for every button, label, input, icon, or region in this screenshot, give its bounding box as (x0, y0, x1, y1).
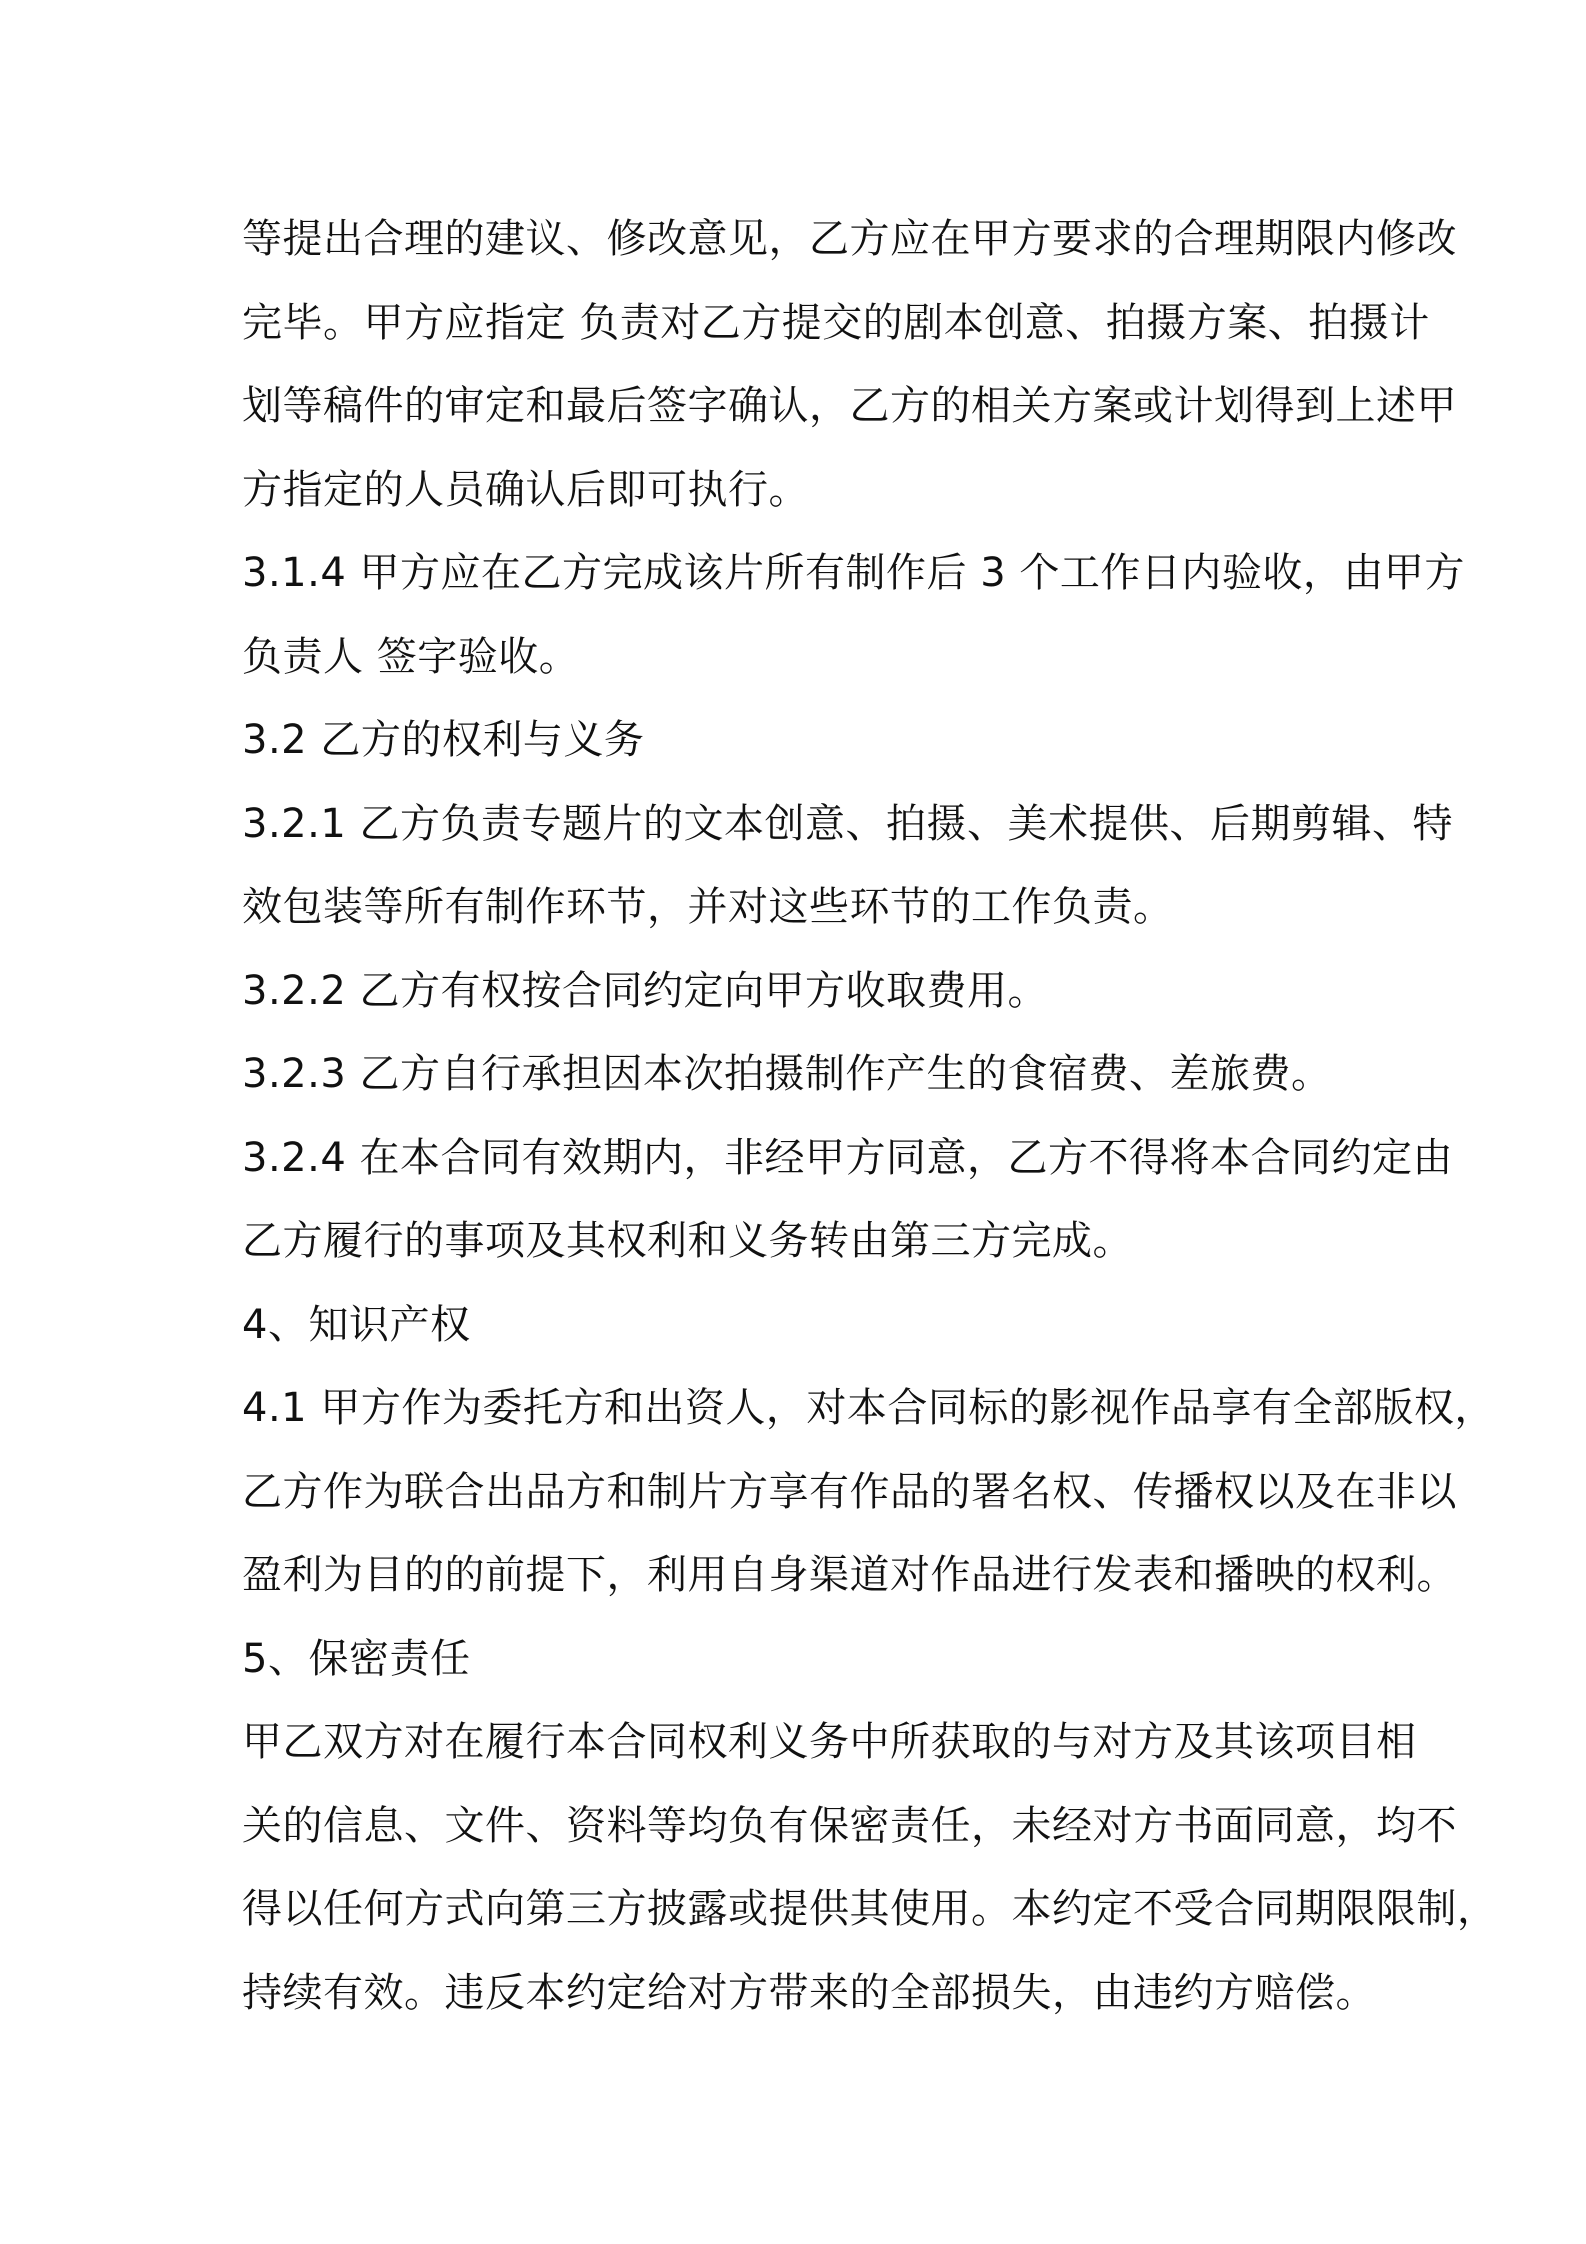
text-line: 等提出合理的建议、修改意见，乙方应在甲方要求的合理期限内修改 (242, 216, 1457, 262)
text-line: 方指定的人员确认后即可执行。 (242, 466, 809, 513)
contract-text (242, 198, 1498, 2035)
text-line: 乙方履行的事项及其权利和义务转由第三方完成。 (242, 1218, 1133, 1264)
section-heading-3-2: 3.2 乙方的权利与义务 (242, 717, 645, 763)
section-heading-5: 5、保密责任 (242, 1635, 471, 1682)
text-line: 效包装等所有制作环节，并对这些环节的工作负责。 (242, 884, 1174, 930)
text-line: 甲乙双方对在履行本合同权利义务中所获取的与对方及其该项目相 (242, 1719, 1417, 1765)
section-heading-4: 4、知识产权 (242, 1301, 471, 1348)
clause-3-2-3: 3.2.3 乙方自行承担因本次拍摄制作产生的食宿费、差旅费。 (242, 1051, 1332, 1097)
text-line: 完毕。甲方应指定 负责对乙方提交的剧本创意、拍摄方案、拍摄计 (242, 299, 1430, 346)
text-line: 负责人 签字验收。 (242, 633, 580, 680)
clause-3-2-1: 3.2.1 乙方负责专题片的文本创意、拍摄、美术提供、后期剪辑、特 (242, 800, 1453, 847)
text-line: 得以任何方式向第三方披露或提供其使用。本约定不受合同期限限制， (242, 1886, 1498, 1932)
text-line: 持续有效。违反本约定给对方带来的全部损失，由违约方赔偿。 (242, 1969, 1376, 2016)
text-line: 关的信息、文件、资料等均负有保密责任，未经对方书面同意，均不 (242, 1802, 1457, 1849)
text-line: 划等稿件的审定和最后签字确认，乙方的相关方案或计划得到上述甲 (242, 383, 1457, 429)
clause-4-1: 4.1 甲方作为委托方和出资人，对本合同标的影视作品享有全部版权， (242, 1385, 1495, 1431)
clause-3-2-4: 3.2.4 在本合同有效期内，非经甲方同意，乙方不得将本合同约定由 (242, 1134, 1453, 1181)
text-line: 盈利为目的的前提下，利用自身渠道对作品进行发表和播映的权利。 (242, 1552, 1457, 1598)
clause-3-1-4: 3.1.4 甲方应在乙方完成该片所有制作后 3 个工作日内验收，由甲方 (242, 550, 1465, 596)
clause-3-2-2: 3.2.2 乙方有权按合同约定向甲方收取费用。 (242, 967, 1048, 1014)
text-line: 乙方作为联合出品方和制片方享有作品的署名权、传播权以及在非以 (242, 1468, 1457, 1515)
